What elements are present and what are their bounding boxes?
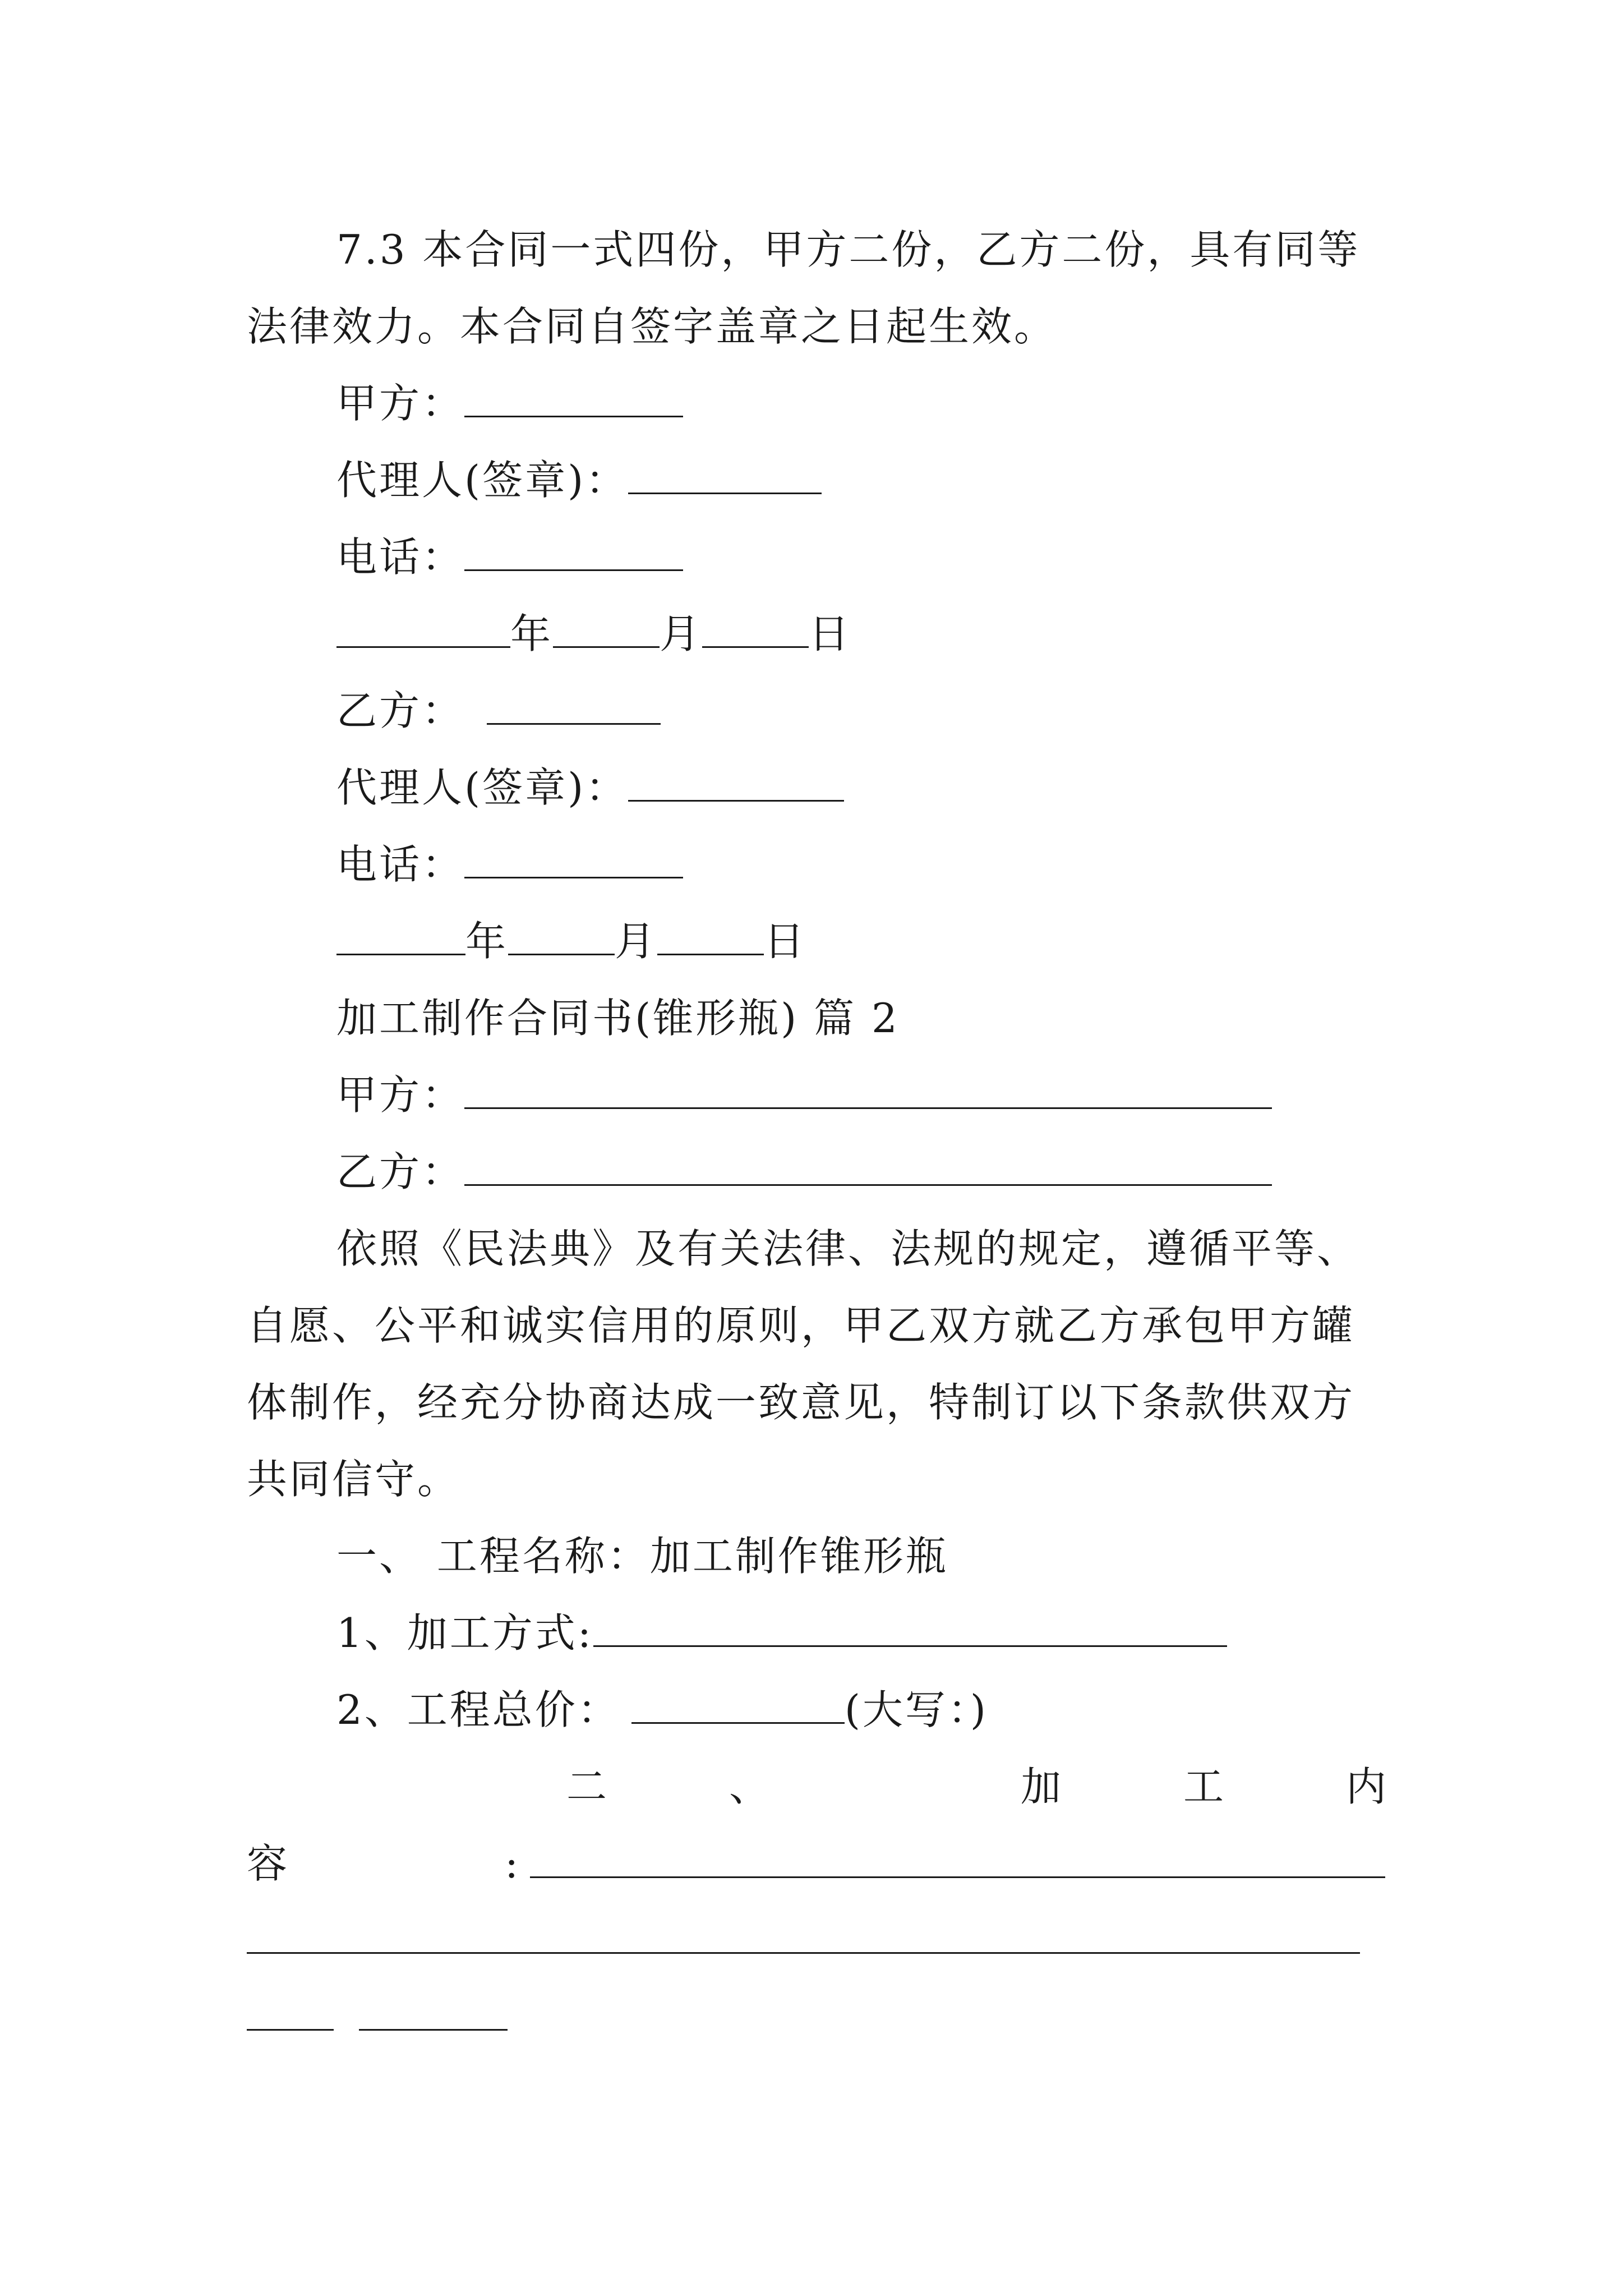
section-2-char-b: 、	[729, 1763, 772, 1810]
party-b-blank	[487, 684, 661, 725]
phone-blank-2	[464, 838, 683, 878]
party-a-blank	[464, 376, 683, 417]
party-a-row-2	[336, 1067, 1272, 1123]
month-label-2: 月	[615, 918, 658, 965]
party-a-blank-2	[464, 1068, 1272, 1109]
agent-label-1: 代理人(签章)：	[336, 457, 629, 504]
clause-7-3-line-1: 7.3 本合同一式四份，甲方二份，乙方二份，具有同等	[336, 226, 1361, 273]
phone-row-2	[336, 836, 683, 892]
item-2-suffix: (大写：)	[844, 1686, 988, 1733]
item-1-row	[336, 1605, 1227, 1661]
agent-row-2	[336, 760, 844, 816]
section-2-char-a: 二	[566, 1763, 610, 1810]
item-1-blank	[593, 1606, 1227, 1647]
party-b-label-2: 乙方：	[336, 1148, 465, 1195]
item-2-label: 2、工程总价：	[336, 1686, 620, 1733]
agent-label-2: 代理人(签章)：	[336, 764, 629, 811]
day-label-1: 日	[809, 610, 852, 657]
year-blank-2	[336, 914, 465, 955]
section-2-char-f: 容	[247, 1840, 290, 1887]
date-row-2	[336, 913, 806, 969]
preamble-line-4: 共同信守。	[247, 1456, 460, 1503]
section-2-char-c: 加	[1021, 1763, 1064, 1810]
party-b-row-2	[336, 1144, 1272, 1200]
party-a-label: 甲方：	[336, 380, 465, 427]
agent-blank-1	[628, 453, 822, 494]
agent-row-1	[336, 452, 822, 508]
clause-7-3-line-2: 法律效力。本合同自签字盖章之日起生效。	[247, 303, 1057, 350]
party-b-blank-2	[464, 1145, 1272, 1186]
item-1-label: 1、加工方式:	[336, 1609, 594, 1657]
year-label-1: 年	[510, 610, 554, 657]
day-label-2: 日	[764, 918, 807, 965]
day-blank-2	[657, 914, 764, 955]
preamble-line-1: 依照《民法典》及有关法律、法规的规定，遵循平等、	[336, 1225, 1360, 1272]
phone-row-1	[336, 529, 683, 585]
section-2-char-e: 内	[1346, 1763, 1389, 1810]
phone-blank-1	[464, 530, 683, 571]
section-2-blank-2	[247, 1952, 1360, 1954]
section-1-title: 一、 工程名称：加工制作锥形瓶	[336, 1533, 948, 1580]
date-row-1	[336, 606, 851, 662]
section-2-char-d: 工	[1183, 1763, 1227, 1810]
party-a-label-2: 甲方：	[336, 1071, 465, 1119]
month-label-1: 月	[660, 610, 703, 657]
section-2-blank-3b	[359, 2029, 508, 2031]
section-2-blank-1	[530, 1876, 1385, 1878]
year-blank-1	[336, 607, 510, 648]
item-2-row	[336, 1682, 988, 1738]
party-b-row	[336, 683, 661, 739]
phone-label-1: 电话：	[336, 533, 465, 581]
agent-blank-2	[628, 761, 844, 802]
year-label-2: 年	[465, 918, 509, 965]
party-a-row	[336, 375, 683, 431]
month-blank-1	[553, 607, 660, 648]
section-2-blank-3a	[247, 2029, 334, 2031]
phone-label-2: 电话：	[336, 841, 465, 888]
contract-2-heading: 加工制作合同书(锥形瓶) 篇 2	[336, 995, 900, 1042]
preamble-line-2: 自愿、公平和诚实信用的原则，甲乙双方就乙方承包甲方罐	[247, 1302, 1355, 1349]
month-blank-2	[508, 914, 615, 955]
preamble-line-3: 体制作，经充分协商达成一致意见，特制订以下条款供双方	[247, 1379, 1355, 1426]
item-2-blank	[631, 1683, 845, 1724]
section-2-colon: :	[505, 1840, 521, 1887]
day-blank-1	[702, 607, 809, 648]
party-b-label: 乙方：	[336, 687, 465, 734]
